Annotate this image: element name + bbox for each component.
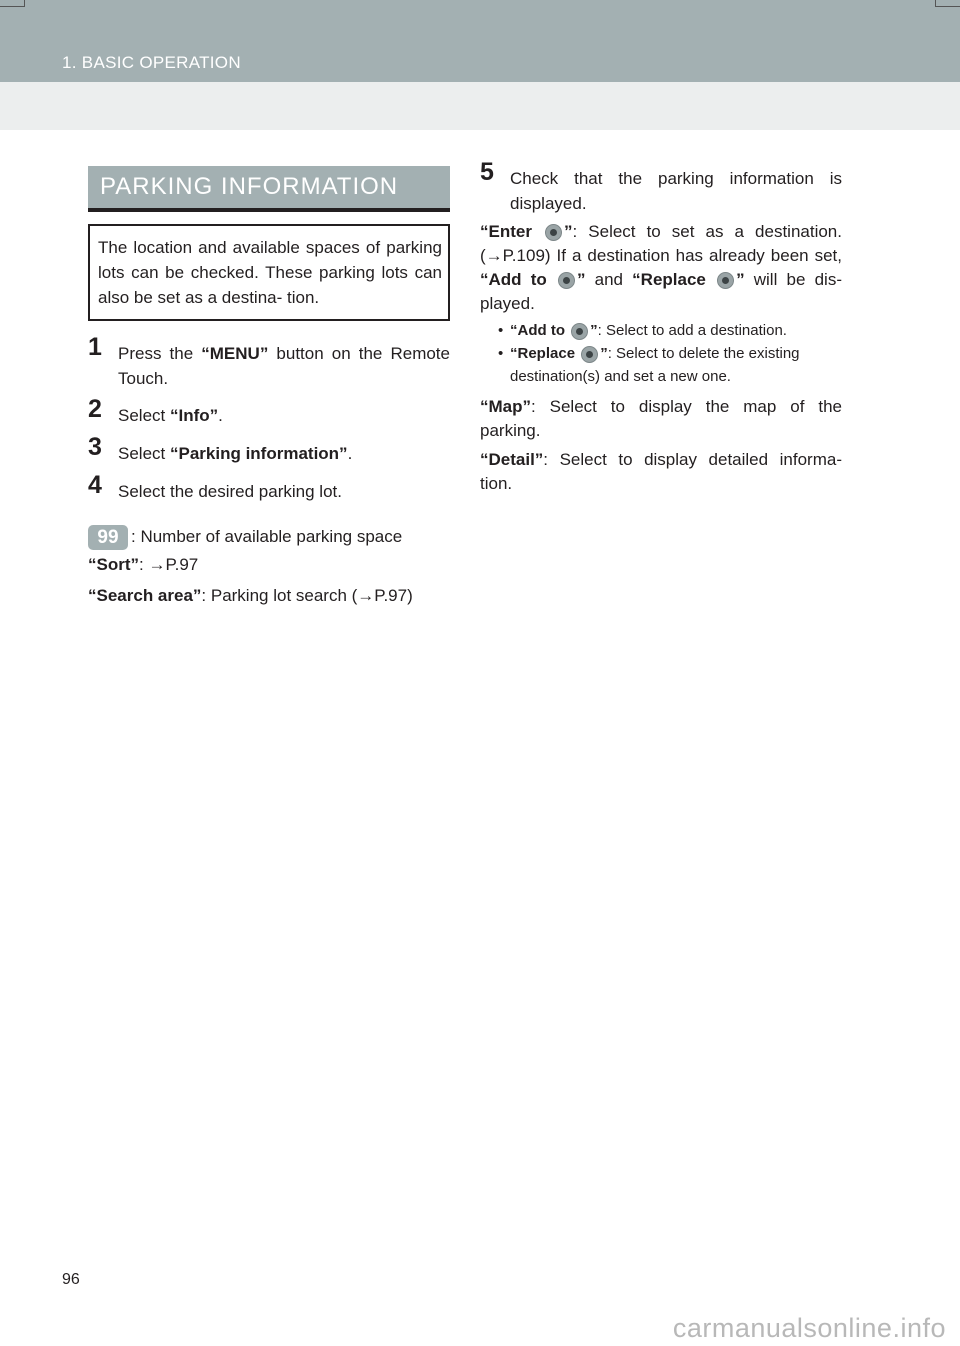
left-column xyxy=(88,166,450,608)
search-area-line xyxy=(88,584,450,608)
detail-paragraph xyxy=(480,448,842,496)
sort-line xyxy=(88,553,450,577)
step-text: Select xyxy=(118,444,170,463)
bullet-dot: • xyxy=(498,345,504,362)
step-5 xyxy=(480,158,842,216)
destination-icon xyxy=(571,323,588,340)
bullet-dot: • xyxy=(498,322,504,339)
quote-close: ” xyxy=(590,322,598,339)
page-number: 96 xyxy=(62,1271,80,1288)
quote-close: ” xyxy=(600,345,608,362)
played-text: will be dis- played. xyxy=(480,270,842,313)
step-text: Select xyxy=(118,406,170,425)
enter-paragraph xyxy=(480,220,842,316)
section-label: 1. BASIC OPERATION xyxy=(62,53,241,72)
section-title: PARKING INFORMATION xyxy=(100,173,399,200)
enter-keyword: “Enter xyxy=(480,222,532,241)
replace-keyword: “Replace xyxy=(510,345,576,362)
bullet-replace xyxy=(480,342,842,388)
step-number: 2 xyxy=(88,395,102,423)
crop-mark-top-left xyxy=(0,0,25,7)
step-text: Press the xyxy=(118,344,202,363)
title-rule xyxy=(88,208,450,212)
destination-icon xyxy=(717,272,734,289)
map-text: : Select to display the map of the parking. xyxy=(480,397,842,440)
step-number: 4 xyxy=(88,471,102,499)
detail-keyword: “Detail” xyxy=(480,450,544,469)
crop-mark-top-right xyxy=(935,0,960,7)
step-text: Check that the parking information is displayed. xyxy=(510,169,842,213)
step-number: 3 xyxy=(88,433,102,461)
sort-text: : →P.97 xyxy=(139,555,199,575)
step-1 xyxy=(88,333,450,391)
replace-keyword: “Replace xyxy=(632,270,706,289)
add-to-keyword: “Add to xyxy=(480,270,547,289)
add-to-keyword: “Add to xyxy=(510,322,565,339)
step-text: Select the desired parking lot. xyxy=(118,482,342,501)
enter-text: : Select to set as a destination. (→P.109) If a destination has already been set, xyxy=(480,222,842,265)
map-keyword: “Map” xyxy=(480,397,531,416)
header-subband xyxy=(0,82,960,130)
step-text: button on the Remote Touch. xyxy=(118,344,450,388)
detail-text: : Select to display detailed informa- tion. xyxy=(480,450,842,493)
step-text: . xyxy=(347,444,353,463)
quote-close: ” xyxy=(736,270,745,289)
intro-box: The location and available spaces of parking lots can be checked. These parking lots can also be set as a destina- tion. xyxy=(88,224,450,321)
step-number: 1 xyxy=(88,333,102,361)
bullet-text: : Select to delete the existing destination(s) and set a new one. xyxy=(510,345,800,385)
search-area-keyword: “Search area” xyxy=(88,586,202,606)
destination-icon xyxy=(558,272,575,289)
badge-line xyxy=(88,525,450,550)
step-3 xyxy=(88,433,450,466)
map-paragraph xyxy=(480,395,842,443)
quote-close: ” xyxy=(576,270,586,289)
menu-keyword: “MENU” xyxy=(201,344,269,363)
right-column xyxy=(480,158,842,496)
quote-close: ” xyxy=(564,222,573,241)
and-text: and xyxy=(585,270,633,289)
badge-description: : Number of available parking space xyxy=(131,527,403,546)
step-number: 5 xyxy=(480,158,494,186)
step-2 xyxy=(88,395,450,428)
section-title-box xyxy=(88,166,450,208)
watermark: carmanualsonline.info xyxy=(672,1313,946,1343)
info-keyword: “Info” xyxy=(169,406,219,425)
bullet-add-to xyxy=(480,319,842,342)
parking-info-keyword: “Parking information” xyxy=(169,444,348,463)
step-4 xyxy=(88,471,450,504)
bullet-text: : Select to add a destination. xyxy=(597,322,787,339)
destination-icon xyxy=(581,346,598,363)
sort-keyword: “Sort” xyxy=(88,555,139,575)
search-area-text: : Parking lot search (→P.97) xyxy=(201,586,413,606)
step-text: . xyxy=(218,406,223,425)
destination-icon xyxy=(545,224,562,241)
available-spaces-badge: 99 xyxy=(88,525,128,550)
